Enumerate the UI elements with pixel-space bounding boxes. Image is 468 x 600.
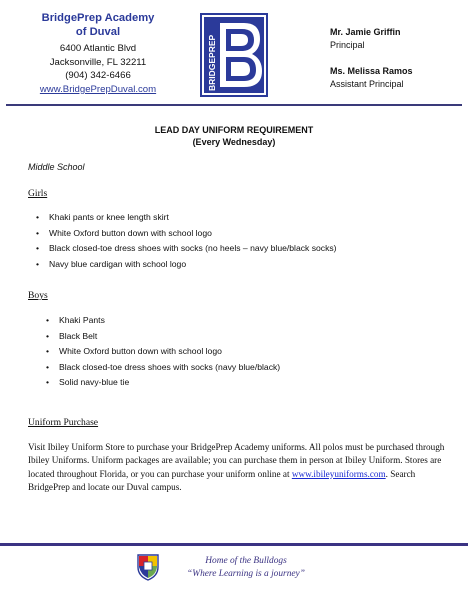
principal-title: Principal xyxy=(330,40,365,50)
title-line2: (Every Wednesday) xyxy=(192,137,276,147)
school-address xyxy=(0,42,196,96)
list-item: • Black closed-toe dress shoes with socks (navy blue/black) xyxy=(43,360,280,376)
girls-list xyxy=(33,210,337,272)
assistant-principal-title: Assistant Principal xyxy=(330,79,404,89)
girls-heading: Girls xyxy=(28,188,48,199)
ibiley-website-link[interactable]: www.ibileyuniforms.com xyxy=(291,468,386,479)
school-name xyxy=(0,11,196,39)
footer-line1: Home of the Bulldogs xyxy=(205,556,287,566)
purchase-text-start: Visit Ibiley Uniform Store to purchase your BridgePrep Academy uniforms. All polos must be purchased through Ibiley Uniforms. Uniform packages are available; you can purchase them in person at Ibiley Uniform. Stores are located throughout Florida, or you can purchase your uniform online at xyxy=(28,442,445,479)
list-item: • Navy blue cardigan with school logo xyxy=(33,257,337,273)
list-item: • White Oxford button down with school logo xyxy=(43,344,280,360)
school-crest-icon xyxy=(137,553,159,581)
list-item: • Khaki pants or knee length skirt xyxy=(33,210,337,226)
section-label: Middle School xyxy=(28,162,85,172)
title-line1: LEAD DAY UNIFORM REQUIREMENT xyxy=(154,125,314,135)
uniform-purchase-paragraph xyxy=(28,441,448,494)
footer-motto xyxy=(166,555,326,581)
school-website-link[interactable]: www.BridgePrepDuval.com xyxy=(39,83,157,95)
list-item: • Black closed-toe dress shoes with socks (no heels – navy blue/black socks) xyxy=(33,241,337,257)
list-item: • Black Belt xyxy=(43,329,280,345)
boys-list xyxy=(43,313,280,391)
assistant-principal-name: Ms. Melissa Ramos xyxy=(330,66,413,76)
school-phone: (904) 342-6466 xyxy=(65,70,131,82)
uniform-purchase-heading: Uniform Purchase xyxy=(28,417,99,428)
list-item: • Solid navy-blue tie xyxy=(43,375,280,391)
logo-vertical-text: BRIDGEPREP xyxy=(207,34,217,91)
school-name-line1: BridgePrep Academy xyxy=(41,12,155,24)
staff-block xyxy=(330,26,413,91)
bridgeprep-logo xyxy=(200,13,268,97)
school-name-line2: of Duval xyxy=(75,26,121,38)
document-title xyxy=(0,124,468,148)
list-item: • White Oxford button down with school logo xyxy=(33,226,337,242)
principal-name: Mr. Jamie Griffin xyxy=(330,27,401,37)
list-item: • Khaki Pants xyxy=(43,313,280,329)
address-street: 6400 Atlantic Blvd xyxy=(59,43,137,54)
boys-heading: Boys xyxy=(28,290,48,301)
footer-divider xyxy=(0,543,468,546)
header-divider xyxy=(6,104,462,106)
address-city: Jacksonville, FL 32211 xyxy=(49,56,147,68)
footer-line2: “Where Learning is a journey” xyxy=(187,569,305,579)
purchase-text-end: . Search BridgePrep and locate our Duval campus. xyxy=(28,468,416,492)
